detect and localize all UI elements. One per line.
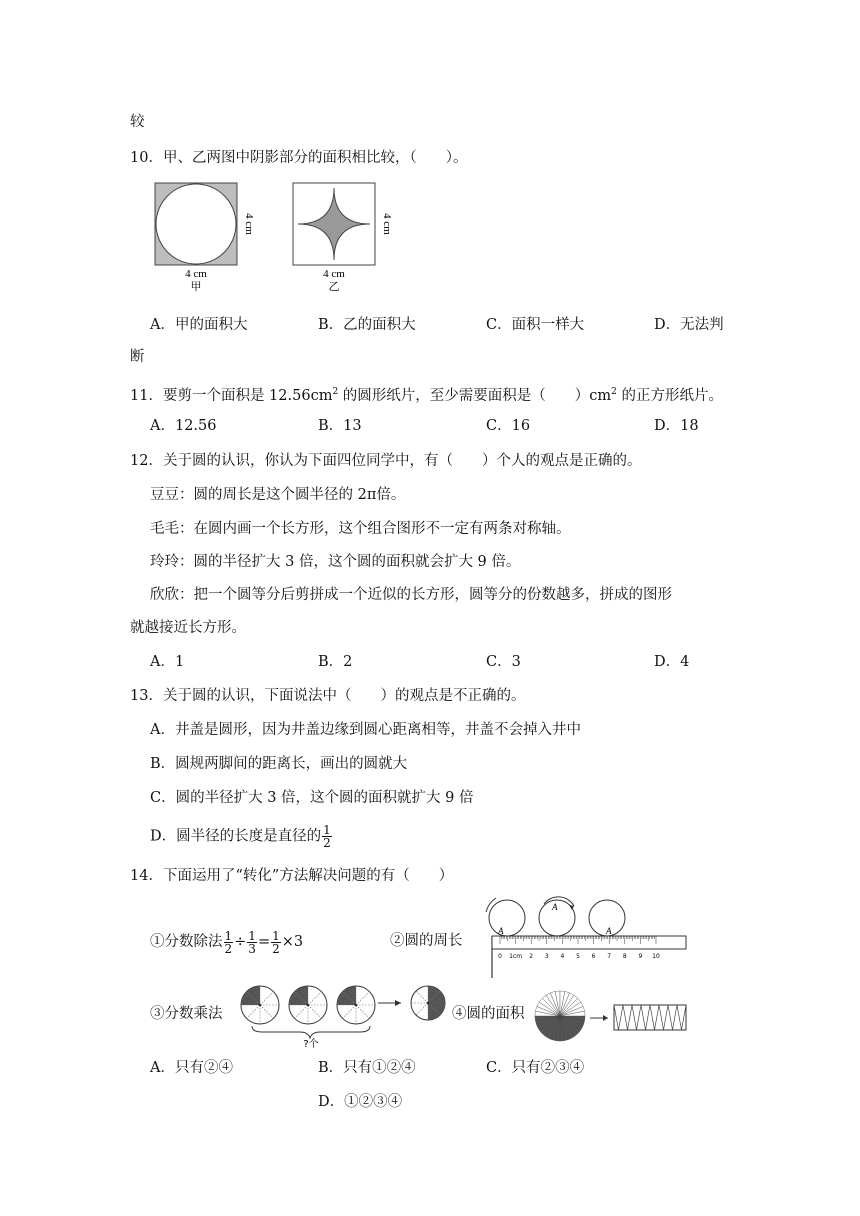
q10-option-a[interactable]: A．甲的面积大 bbox=[150, 317, 248, 333]
ruler-label: 7 bbox=[607, 953, 612, 960]
circle-area-transform-figure bbox=[532, 988, 692, 1044]
q10-figure-jia bbox=[150, 180, 260, 295]
q11-option-c[interactable]: C．16 bbox=[486, 418, 531, 434]
prev-question-tail: 较 bbox=[130, 114, 145, 130]
q11-stem: 11．要剪一个面积是 $12.56cm^2$ 的圆形纸片，至少需要面积是（ ）$cm^2$ 的正方形纸片。 bbox=[130, 387, 724, 404]
q14-option-a[interactable]: A．只有②④ bbox=[150, 1060, 233, 1076]
q10-option-d[interactable]: D．无法判 bbox=[654, 317, 724, 333]
q12-option-c[interactable]: C．3 bbox=[486, 654, 521, 670]
ruler-label: 6 bbox=[591, 953, 596, 960]
q10-option-b[interactable]: B．乙的面积大 bbox=[318, 317, 416, 333]
ruler-label: 9 bbox=[638, 953, 643, 960]
q12-statement-lingling: 玲玲：圆的半径扩大 3 倍，这个圆的面积就会扩大 9 倍。 bbox=[150, 554, 521, 570]
ruler-label: 10 bbox=[652, 953, 660, 960]
q11-option-d[interactable]: D．18 bbox=[654, 418, 699, 434]
q10-jia-bottom-label: 4 cm bbox=[185, 268, 207, 280]
q10-figure-yi bbox=[288, 180, 398, 295]
q10-jia-name: 甲 bbox=[190, 281, 202, 293]
q11-option-b[interactable]: B．13 bbox=[318, 418, 362, 434]
q14-item-fraction-multiplication-label: ③分数乘法 bbox=[150, 1006, 223, 1022]
q13-option-a[interactable]: A．井盖是圆形，因为井盖边缘到圆心距离相等，井盖不会掉入井中 bbox=[150, 722, 581, 738]
q13-option-c[interactable]: C．圆的半径扩大 3 倍，这个圆的面积就扩大 9 倍 bbox=[150, 790, 474, 806]
q14-item-circle-area-label: ④圆的面积 bbox=[452, 1006, 525, 1022]
q10-yi-side-label: 4 cm bbox=[381, 213, 393, 235]
rolling-circle-ruler-figure bbox=[478, 896, 690, 981]
pie-fraction-figure bbox=[238, 983, 458, 1050]
q10-stem: 10．甲、乙两图中阴影部分的面积相比较，（ ）。 bbox=[130, 150, 468, 166]
q12-option-d[interactable]: D．4 bbox=[654, 654, 690, 670]
q14-option-b[interactable]: B．只有①②④ bbox=[318, 1060, 416, 1076]
ruler-label: 5 bbox=[576, 953, 580, 960]
ruler-label: 8 bbox=[622, 953, 627, 960]
q12-stem: 12．关于圆的认识，你认为下面四位同学中，有（ ）个人的观点是正确的。 bbox=[130, 453, 642, 469]
brace-label: ?个 bbox=[303, 1039, 319, 1050]
ruler-label: 0 bbox=[498, 953, 502, 960]
q12-statement-xinxin-wrap: 就越接近长方形。 bbox=[130, 620, 246, 636]
q12-statement-maomao: 毛毛：在圆内画一个长方形，这个组合图形不一定有两条对称轴。 bbox=[150, 521, 571, 537]
q14-stem: 14．下面运用了“转化”方法解决问题的有（ ） bbox=[130, 868, 454, 884]
q11-option-a[interactable]: A．12.56 bbox=[150, 418, 217, 434]
point-a-label-3: A bbox=[606, 926, 612, 936]
ruler-label: 1cm bbox=[509, 953, 523, 960]
q13-stem: 13．关于圆的认识，下面说法中（ ）的观点是不正确的。 bbox=[130, 688, 526, 704]
q10-option-c[interactable]: C．面积一样大 bbox=[486, 317, 585, 333]
point-a-label-1: A bbox=[498, 926, 504, 936]
ruler-label: 4 bbox=[560, 953, 565, 960]
q13-option-b[interactable]: B．圆规两脚间的距离长，画出的圆就大 bbox=[150, 756, 408, 772]
q12-statement-doudou: 豆豆：圆的周长是这个圆半径的 2π倍。 bbox=[150, 487, 406, 503]
q10-yi-name: 乙 bbox=[328, 281, 340, 293]
q12-option-a[interactable]: A．1 bbox=[150, 654, 185, 670]
half-fraction: $\frac{1}{2}$ bbox=[323, 823, 331, 850]
q14-option-c[interactable]: C．只有②③④ bbox=[486, 1060, 585, 1076]
q14-item-fraction-division: ①分数除法 $\frac{1}{2}$ ÷ $\frac{1}{3}$ = $\frac{1}{2}$ ×3 bbox=[150, 928, 304, 956]
q14-item-circumference-label: ②圆的周长 bbox=[390, 933, 463, 949]
q10-yi-bottom-label: 4 cm bbox=[323, 268, 345, 280]
q12-statement-xinxin: 欣欣：把一个圆等分后剪拼成一个近似的长方形，圆等分的份数越多，拼成的图形 bbox=[150, 587, 672, 603]
ruler-label: 2 bbox=[529, 953, 534, 960]
q10-option-d-wrap: 断 bbox=[130, 349, 145, 365]
point-a-label-2: A bbox=[552, 902, 558, 912]
q13-option-d[interactable]: D．圆半径的长度是直径的 $\frac{1}{2}$ bbox=[150, 823, 331, 850]
q10-jia-side-label: 4 cm bbox=[243, 213, 255, 235]
ruler-label: 3 bbox=[544, 953, 549, 960]
q12-option-b[interactable]: B．2 bbox=[318, 654, 353, 670]
q14-option-d[interactable]: D．①②③④ bbox=[318, 1094, 403, 1110]
